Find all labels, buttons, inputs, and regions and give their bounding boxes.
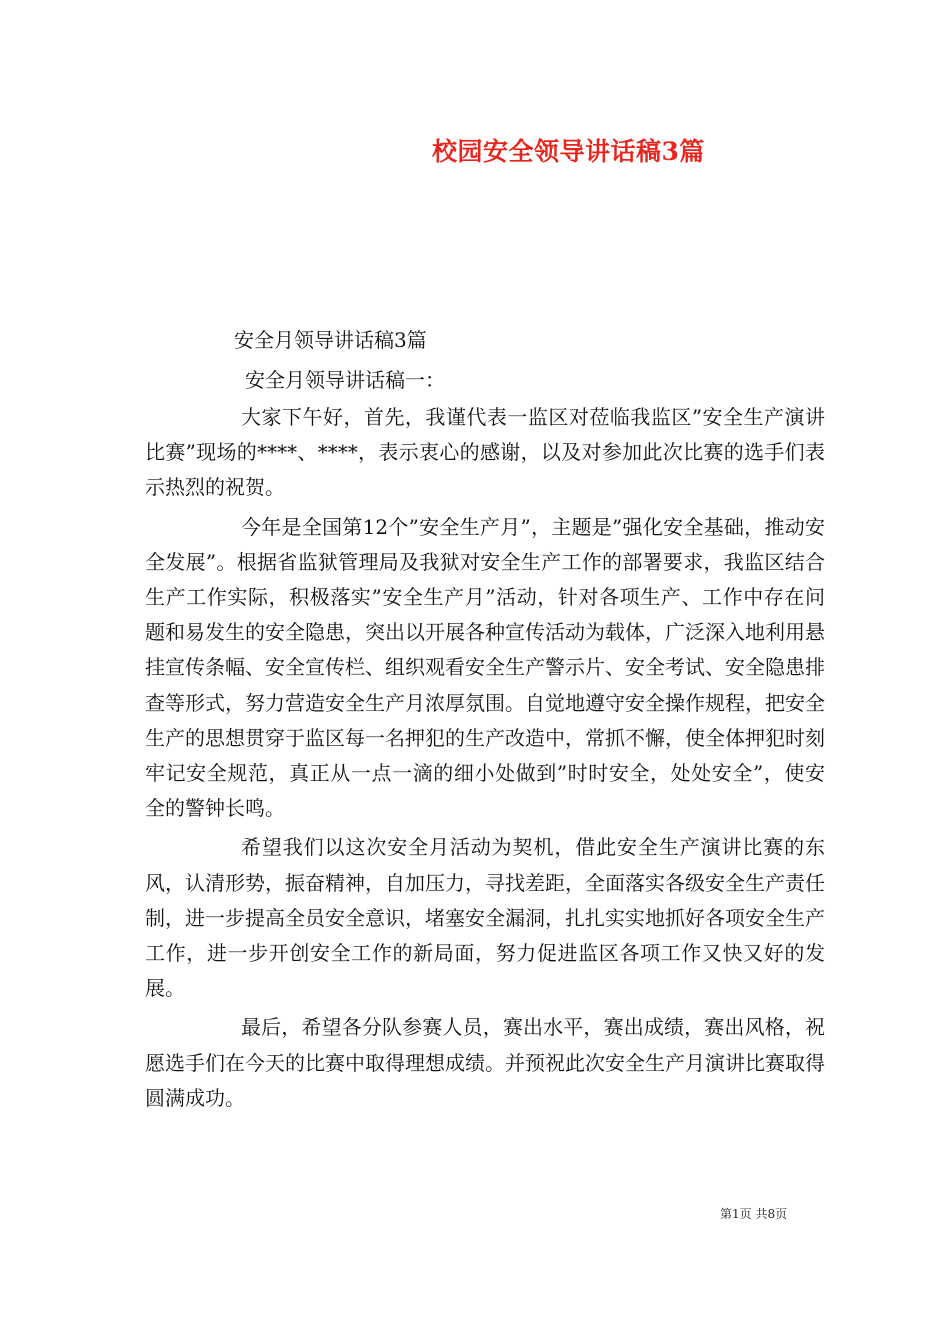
paragraph-4: 最后，希望各分队参赛人员，赛出水平，赛出成绩，赛出风格，祝愿选手们在今天的比赛中取得理想成绩。并预祝此次安全生产月演讲比赛取得圆满成功。 [145,1015,825,1110]
paragraph-1: 大家下午好，首先，我谨代表一监区对莅临我监区”安全生产演讲比赛”现场的****、****，表示衷心的感谢，以及对参加此次比赛的选手们表示热烈的祝贺。 [145,405,825,500]
page-number-footer: 第1页 共8页 [720,1207,788,1221]
body-text [145,400,825,1120]
paragraph-3: 希望我们以这次安全月活动为契机，借此安全生产演讲比赛的东风，认清形势，振奋精神，自加压力，寻找差距，全面落实各级安全生产责任制，进一步提高全员安全意识，堵塞安全漏洞，扎扎实实地抓好各项安全生产工作，进一步开创安全工作的新局面，努力促进监区各项工作又快又好的发展。 [145,835,825,1001]
paragraph-2: 今年是全国第12个”安全生产月”，主题是”强化安全基础，推动安全发展”。根据省监狱管理局及我狱对安全生产工作的部署要求，我监区结合生产工作实际，积极落实”安全生产月”活动，针对各项生产、工作中存在问题和易发生的安全隐患，突出以开展各种宣传活动为载体，广泛深入地利用悬挂宣传条幅、安全宣传栏、组织观看安全生产警示片、安全考试、安全隐患排查等形式，努力营造安全生产月浓厚氛围。自觉地遵守安全操作规程，把安全生产的思想贯穿于监区每一名押犯的生产改造中，常抓不懈，使全体押犯时刻牢记安全规范，真正从一点一滴的细小处做到”时时安全，处处安全”，使安全的警钟长鸣。 [145,514,825,821]
document-subtitle: 安全月领导讲话稿3篇 [234,328,427,352]
document-title: 校园安全领导讲话稿3篇 [432,137,705,166]
section-heading: 安全月领导讲话稿一： [245,368,445,392]
